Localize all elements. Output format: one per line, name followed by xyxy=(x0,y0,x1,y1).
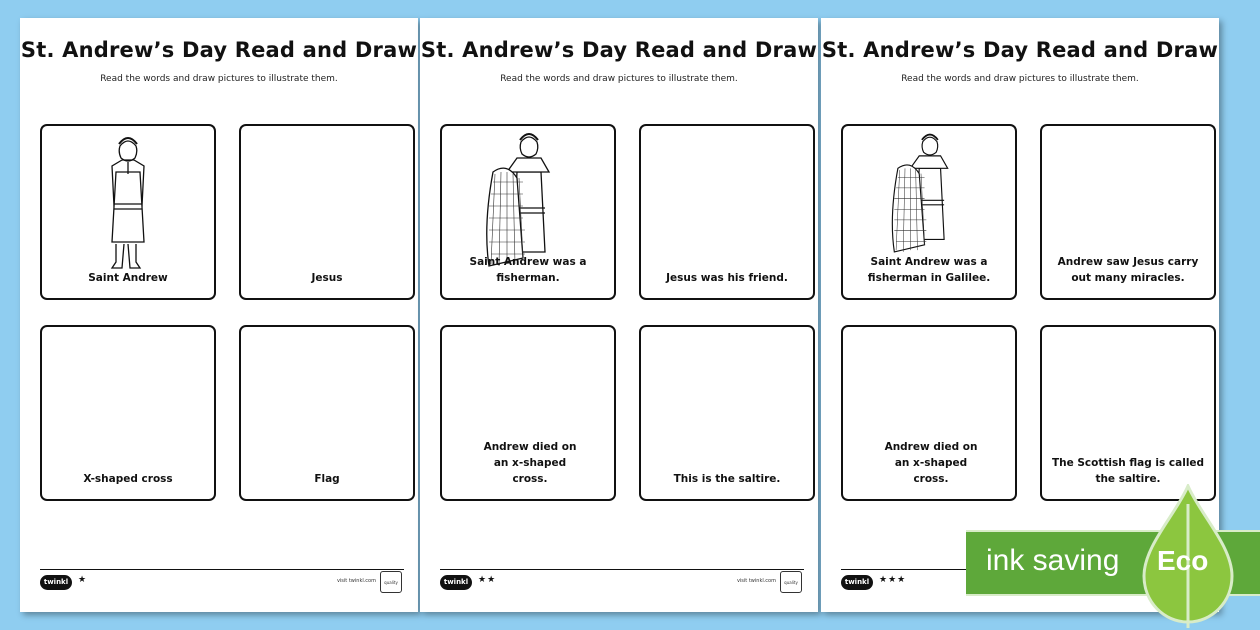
difficulty-stars: ★★★ xyxy=(879,575,907,585)
twinkl-logo: twinkl xyxy=(440,575,472,590)
draw-box-1 xyxy=(440,124,616,300)
twinkl-logo: twinkl xyxy=(841,575,873,590)
sheet-subtitle: Read the words and draw pictures to illustrate them. xyxy=(500,74,738,84)
draw-box-3 xyxy=(841,325,1017,501)
box-caption: Flag xyxy=(314,473,340,485)
difficulty-stars: ★★ xyxy=(478,575,497,585)
draw-box-1 xyxy=(841,124,1017,300)
draw-box-4 xyxy=(639,325,815,501)
box-caption: Saint Andrew xyxy=(88,272,168,284)
box-caption: Saint Andrew was a fisherman. xyxy=(469,256,587,284)
sheet-title: St. Andrew’s Day Read and Draw xyxy=(821,38,1219,62)
twinkl-logo: twinkl xyxy=(40,575,72,590)
quality-badge-icon: quality xyxy=(780,571,802,593)
draw-box-1 xyxy=(40,124,216,300)
box-caption: This is the saltire. xyxy=(673,473,781,485)
sheet-subtitle: Read the words and draw pictures to illustrate them. xyxy=(100,74,338,84)
draw-box-4 xyxy=(239,325,415,501)
footer-divider xyxy=(440,569,804,570)
footer-url: visit twinkl.com xyxy=(336,578,376,584)
fisherman-andrew-illustration xyxy=(889,132,969,258)
footer-url: visit twinkl.com xyxy=(736,578,776,584)
box-caption: Andrew saw Jesus carry out many miracles. xyxy=(1057,256,1199,284)
sheet-title: St. Andrew’s Day Read and Draw xyxy=(420,38,818,62)
ink-saving-text: ink saving xyxy=(986,544,1120,577)
saint-andrew-illustration xyxy=(98,132,158,272)
sheet-title: St. Andrew’s Day Read and Draw xyxy=(20,38,418,62)
box-caption: X-shaped cross xyxy=(83,473,173,485)
fisherman-andrew-illustration xyxy=(483,132,573,272)
worksheet-preview-2 xyxy=(420,18,818,612)
box-caption: The Scottish flag is called the saltire. xyxy=(1051,457,1205,485)
footer-divider xyxy=(40,569,404,570)
eco-label: Eco xyxy=(1157,545,1209,576)
box-caption: Andrew died on an x-shaped cross. xyxy=(884,441,978,485)
box-caption: Jesus xyxy=(311,272,343,284)
draw-box-2 xyxy=(1040,124,1216,300)
sheet-subtitle: Read the words and draw pictures to illustrate them. xyxy=(901,74,1139,84)
box-caption: Jesus was his friend. xyxy=(666,272,788,284)
box-caption: Andrew died on an x-shaped cross. xyxy=(483,441,577,485)
worksheet-preview-1 xyxy=(20,18,418,612)
box-caption: Saint Andrew was a fisherman in Galilee. xyxy=(867,256,991,284)
draw-box-2 xyxy=(239,124,415,300)
draw-box-3 xyxy=(40,325,216,501)
draw-box-3 xyxy=(440,325,616,501)
draw-box-4 xyxy=(1040,325,1216,501)
draw-box-2 xyxy=(639,124,815,300)
quality-badge-icon: quality xyxy=(380,571,402,593)
difficulty-stars: ★ xyxy=(78,575,88,585)
